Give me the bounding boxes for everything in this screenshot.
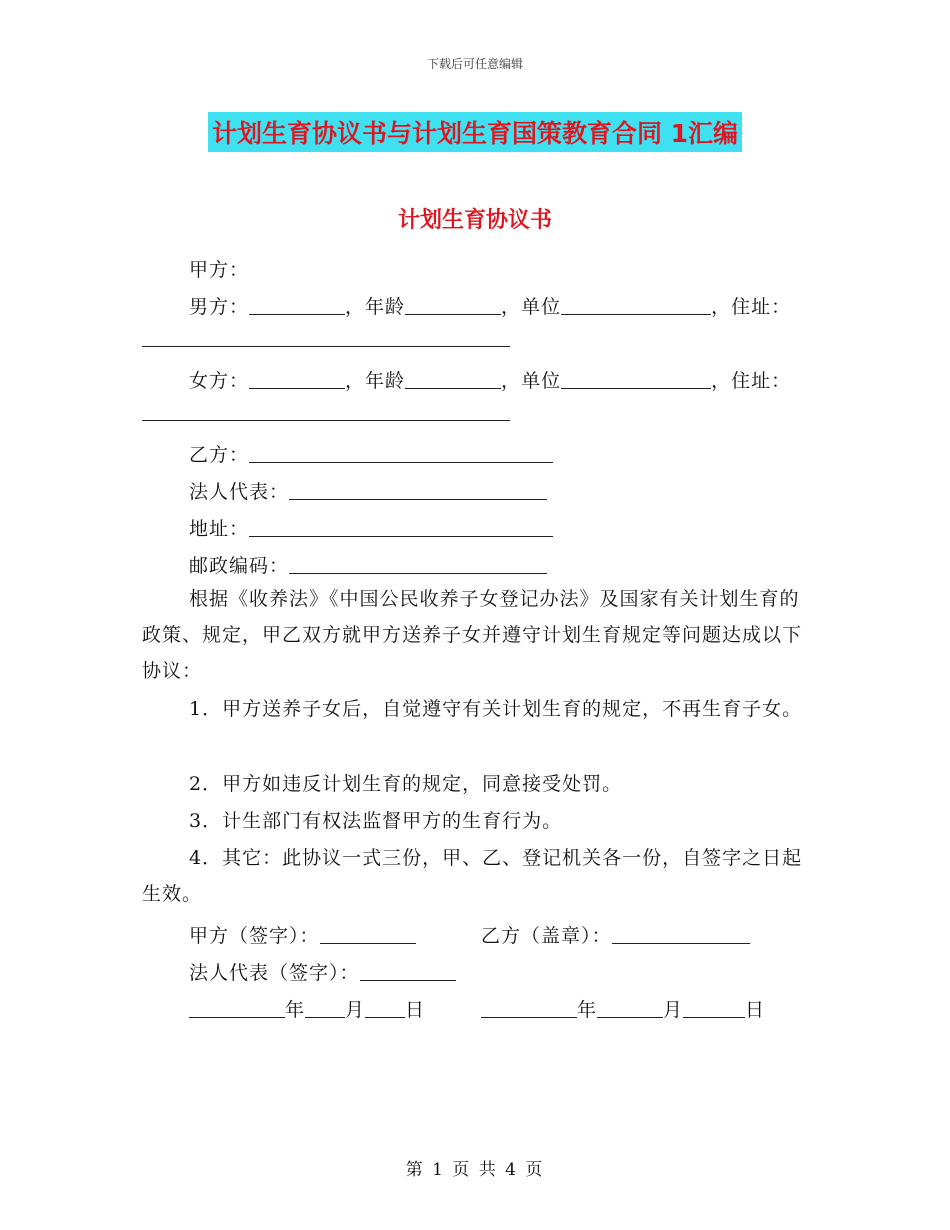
male-label: 男方： <box>189 296 250 318</box>
male-unit-label: 单位 <box>521 296 562 318</box>
date-a-year-label: 年 <box>285 999 306 1021</box>
date-line-b <box>481 995 765 1022</box>
address-label: 地址： <box>189 518 250 540</box>
legal-rep-label: 法人代表： <box>189 481 290 503</box>
main-title: 计划生育协议书与计划生育国策教育合同 1汇编 <box>208 112 742 152</box>
male-comma-2: ， <box>501 296 522 318</box>
party-b-seal-blank[interactable] <box>612 925 750 944</box>
female-comma-1: ， <box>345 370 366 392</box>
female-label: 女方： <box>189 370 250 392</box>
date-b-day-label: 日 <box>745 999 766 1021</box>
postcode-label: 邮政编码： <box>189 555 290 577</box>
male-age-blank[interactable] <box>405 296 501 315</box>
address-line <box>189 514 553 541</box>
preamble-paragraph: 根据《收养法》《中国公民收养子女登记办法》及国家有关计划生育的政策、规定，甲乙双方就甲方送养子女并遵守计划生育规定等问题达成以下协议： <box>142 588 803 682</box>
date-line-a <box>189 995 425 1022</box>
date-a-day-blank[interactable] <box>365 999 405 1018</box>
date-a-day-label: 日 <box>405 999 426 1021</box>
date-b-month-label: 月 <box>663 999 684 1021</box>
date-a-year-blank[interactable] <box>189 999 285 1018</box>
clause-2: 2．甲方如违反计划生育的规定，同意接受处罚。 <box>189 773 623 795</box>
male-address-blank[interactable] <box>142 346 510 347</box>
male-unit-blank[interactable] <box>561 296 711 315</box>
header-note: 下载后可任意编辑 <box>426 57 523 71</box>
page-footer: 第 1 页 共 4 页 <box>405 1160 545 1180</box>
legal-rep-sign-blank[interactable] <box>360 962 456 981</box>
male-age-label: 年龄 <box>365 296 406 318</box>
legal-rep-line <box>189 477 547 504</box>
date-a-month-blank[interactable] <box>305 999 345 1018</box>
female-comma-2: ， <box>501 370 522 392</box>
female-unit-label: 单位 <box>521 370 562 392</box>
party-b-blank[interactable] <box>249 444 553 463</box>
male-name-blank[interactable] <box>249 296 345 315</box>
party-a-sign-line <box>189 921 416 948</box>
party-b-seal-label: 乙方（盖章）： <box>481 925 612 947</box>
clause-4: 4．其它：此协议一式三份，甲、乙、登记机关各一份，自签字之日起生效。 <box>142 847 803 905</box>
main-title-wrap <box>0 112 950 152</box>
female-address-label: 住址： <box>731 370 792 392</box>
party-a-sign-blank[interactable] <box>320 925 416 944</box>
party-a-sign-label: 甲方（签字）： <box>189 925 320 947</box>
postcode-line <box>189 551 547 578</box>
party-a-label: 甲方： <box>189 259 250 281</box>
male-address-label: 住址： <box>731 296 792 318</box>
legal-rep-blank[interactable] <box>289 481 547 500</box>
male-line <box>189 292 791 319</box>
date-b-year-label: 年 <box>577 999 598 1021</box>
female-name-blank[interactable] <box>249 370 345 389</box>
legal-rep-sign-line <box>189 958 456 985</box>
clause-1: 1．甲方送养子女后，自觉遵守有关计划生育的规定，不再生育子女。 <box>189 698 803 720</box>
date-b-year-blank[interactable] <box>481 999 577 1018</box>
sub-title: 计划生育协议书 <box>397 208 552 233</box>
female-address-blank[interactable] <box>142 420 510 421</box>
postcode-blank[interactable] <box>289 555 547 574</box>
legal-rep-sign-label: 法人代表（签字）： <box>189 962 360 984</box>
date-b-day-blank[interactable] <box>683 999 745 1018</box>
party-b-seal-line <box>481 921 750 948</box>
party-b-line <box>189 440 553 467</box>
date-b-month-blank[interactable] <box>597 999 663 1018</box>
female-age-label: 年龄 <box>365 370 406 392</box>
party-b-label: 乙方： <box>189 444 250 466</box>
male-comma-3: ， <box>711 296 732 318</box>
clause-3: 3．计生部门有权法监督甲方的生育行为。 <box>189 810 563 832</box>
address-blank[interactable] <box>249 518 553 537</box>
male-comma-1: ， <box>345 296 366 318</box>
female-unit-blank[interactable] <box>561 370 711 389</box>
female-age-blank[interactable] <box>405 370 501 389</box>
date-a-month-label: 月 <box>345 999 366 1021</box>
female-line <box>189 366 791 393</box>
female-comma-3: ， <box>711 370 732 392</box>
